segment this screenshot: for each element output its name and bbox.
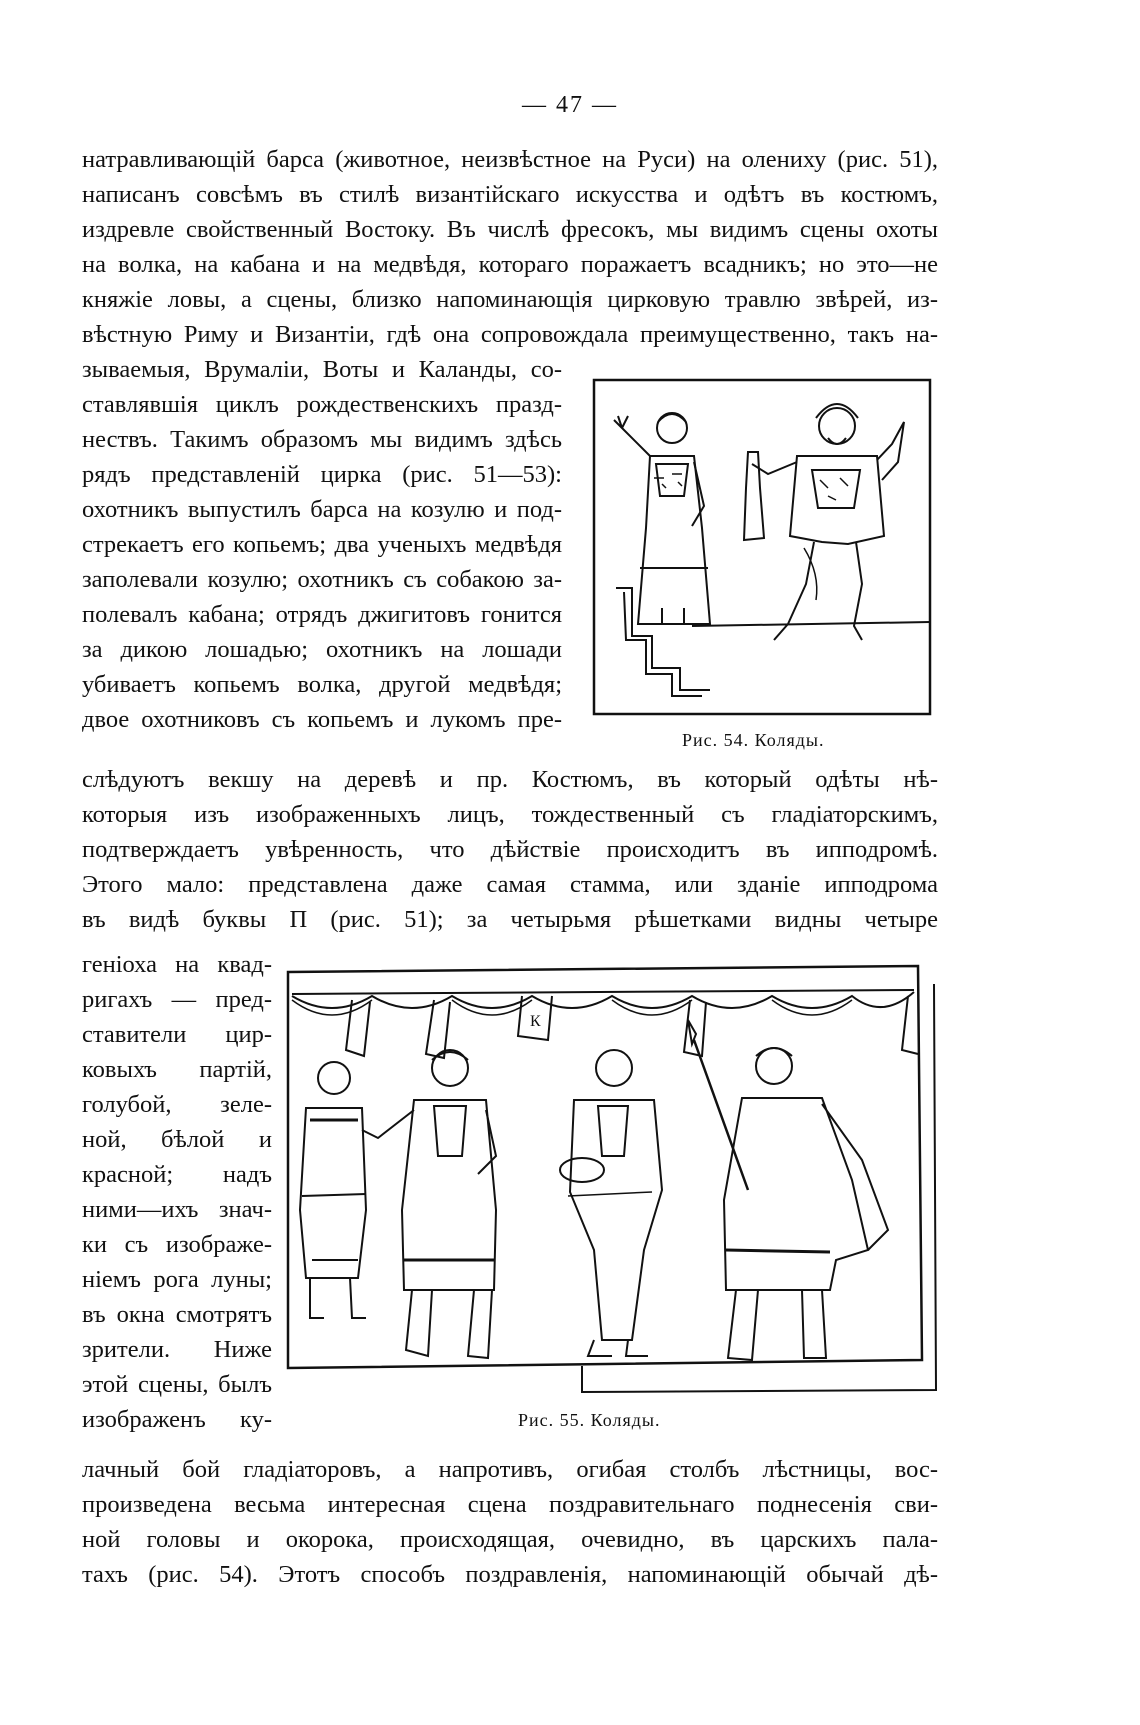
text-line: натравливающій барса (животное, неизвѣстное на Руси) на олениху (рис. 51), xyxy=(82,146,938,173)
figure-55 xyxy=(282,960,942,1398)
text-line: зываемыя, Врумаліи, Воты и Каланды, со- xyxy=(82,356,562,383)
text-line: написанъ совсѣмъ въ стилѣ византійскаго искусства и одѣтъ въ костюмъ, xyxy=(82,181,938,208)
text-line: ки съ изображе- xyxy=(82,1231,272,1258)
figure-54-caption: Рис. 54. Коляды. xyxy=(682,730,825,750)
text-line: вѣстную Риму и Византіи, гдѣ она сопровождала преимущественно, такъ на- xyxy=(82,321,938,348)
text-line: подтверждаетъ увѣренность, что дѣйствіе происходитъ въ ипподромѣ. xyxy=(82,836,938,863)
text-line: двое охотниковъ съ копьемъ и лукомъ пре- xyxy=(82,706,562,733)
text-line: красной; надъ xyxy=(82,1161,272,1188)
text-line: Этого мало: представлена даже самая стамма, или зданіе ипподрома xyxy=(82,871,938,898)
text-line: ставлявшія циклъ рождественскихъ празд- xyxy=(82,391,562,418)
text-line: въ окна смотрятъ xyxy=(82,1301,272,1328)
text-line: княжіе ловы, а сцены, близко напоминающія цирковую травлю звѣрей, из- xyxy=(82,286,938,313)
text-line: заполевали козулю; охотникъ съ собакою за- xyxy=(82,566,562,593)
text-line: этой сцены, былъ xyxy=(82,1371,272,1398)
text-line: голубой, зеле- xyxy=(82,1091,272,1118)
text-line: изображенъ ку- xyxy=(82,1406,272,1433)
text-line: въ видѣ буквы П (рис. 51); за четырьмя рѣшетками видны четыре xyxy=(82,906,938,933)
text-line: охотникъ выпустилъ барса на козулю и под- xyxy=(82,496,562,523)
text-line: убиваетъ копьемъ волка, другой медвѣдя; xyxy=(82,671,562,698)
text-line: за дикою лошадью; охотникъ на лошади xyxy=(82,636,562,663)
text-line: зрители. Ниже xyxy=(82,1336,272,1363)
text-line: слѣдуютъ векшу на деревѣ и пр. Костюмъ, въ который одѣты нѣ- xyxy=(82,766,938,793)
page-number: — 47 — xyxy=(522,92,618,118)
text-line: стрекаетъ его копьемъ; два ученыхъ медвѣдя xyxy=(82,531,562,558)
text-line: ними—ихъ знач- xyxy=(82,1196,272,1223)
text-line: ригахъ — пред- xyxy=(82,986,272,1013)
text-line: ставители цир- xyxy=(82,1021,272,1048)
text-line: произведена весьма интересная сцена поздравительнаго поднесенія сви- xyxy=(82,1491,938,1518)
text-line: ніемъ рога луны; xyxy=(82,1266,272,1293)
figure-55-illustration xyxy=(282,960,942,1398)
text-line: рядъ представленій цирка (рис. 51—53): xyxy=(82,461,562,488)
text-line: геніоха на квад- xyxy=(82,951,272,978)
text-line: лачный бой гладіаторовъ, а напротивъ, огибая столбъ лѣстницы, вос- xyxy=(82,1456,938,1483)
banner-letter: К xyxy=(530,1013,541,1030)
figure-55-caption: Рис. 55. Коляды. xyxy=(518,1410,661,1430)
figure-54-illustration xyxy=(592,378,932,716)
text-line: на волка, на кабана и на медвѣдя, котораго поражаетъ всадникъ; но это—не xyxy=(82,251,938,278)
text-line: которыя изъ изображенныхъ лицъ, тождественный съ гладіаторскимъ, xyxy=(82,801,938,828)
figure-54 xyxy=(592,378,932,716)
text-line: нествъ. Такимъ образомъ мы видимъ здѣсь xyxy=(82,426,562,453)
text-line: тахъ (рис. 54). Этотъ способъ поздравленія, напоминающій обычай дѣ- xyxy=(82,1561,938,1588)
text-line: ковыхъ партій, xyxy=(82,1056,272,1083)
text-line: ной, бѣлой и xyxy=(82,1126,272,1153)
text-line: ной головы и окорока, происходящая, очевидно, въ царскихъ пала- xyxy=(82,1526,938,1553)
text-line: издревле свойственный Востоку. Въ числѣ фресокъ, мы видимъ сцены охоты xyxy=(82,216,938,243)
text-line: полевалъ кабана; отрядъ джигитовъ гонится xyxy=(82,601,562,628)
